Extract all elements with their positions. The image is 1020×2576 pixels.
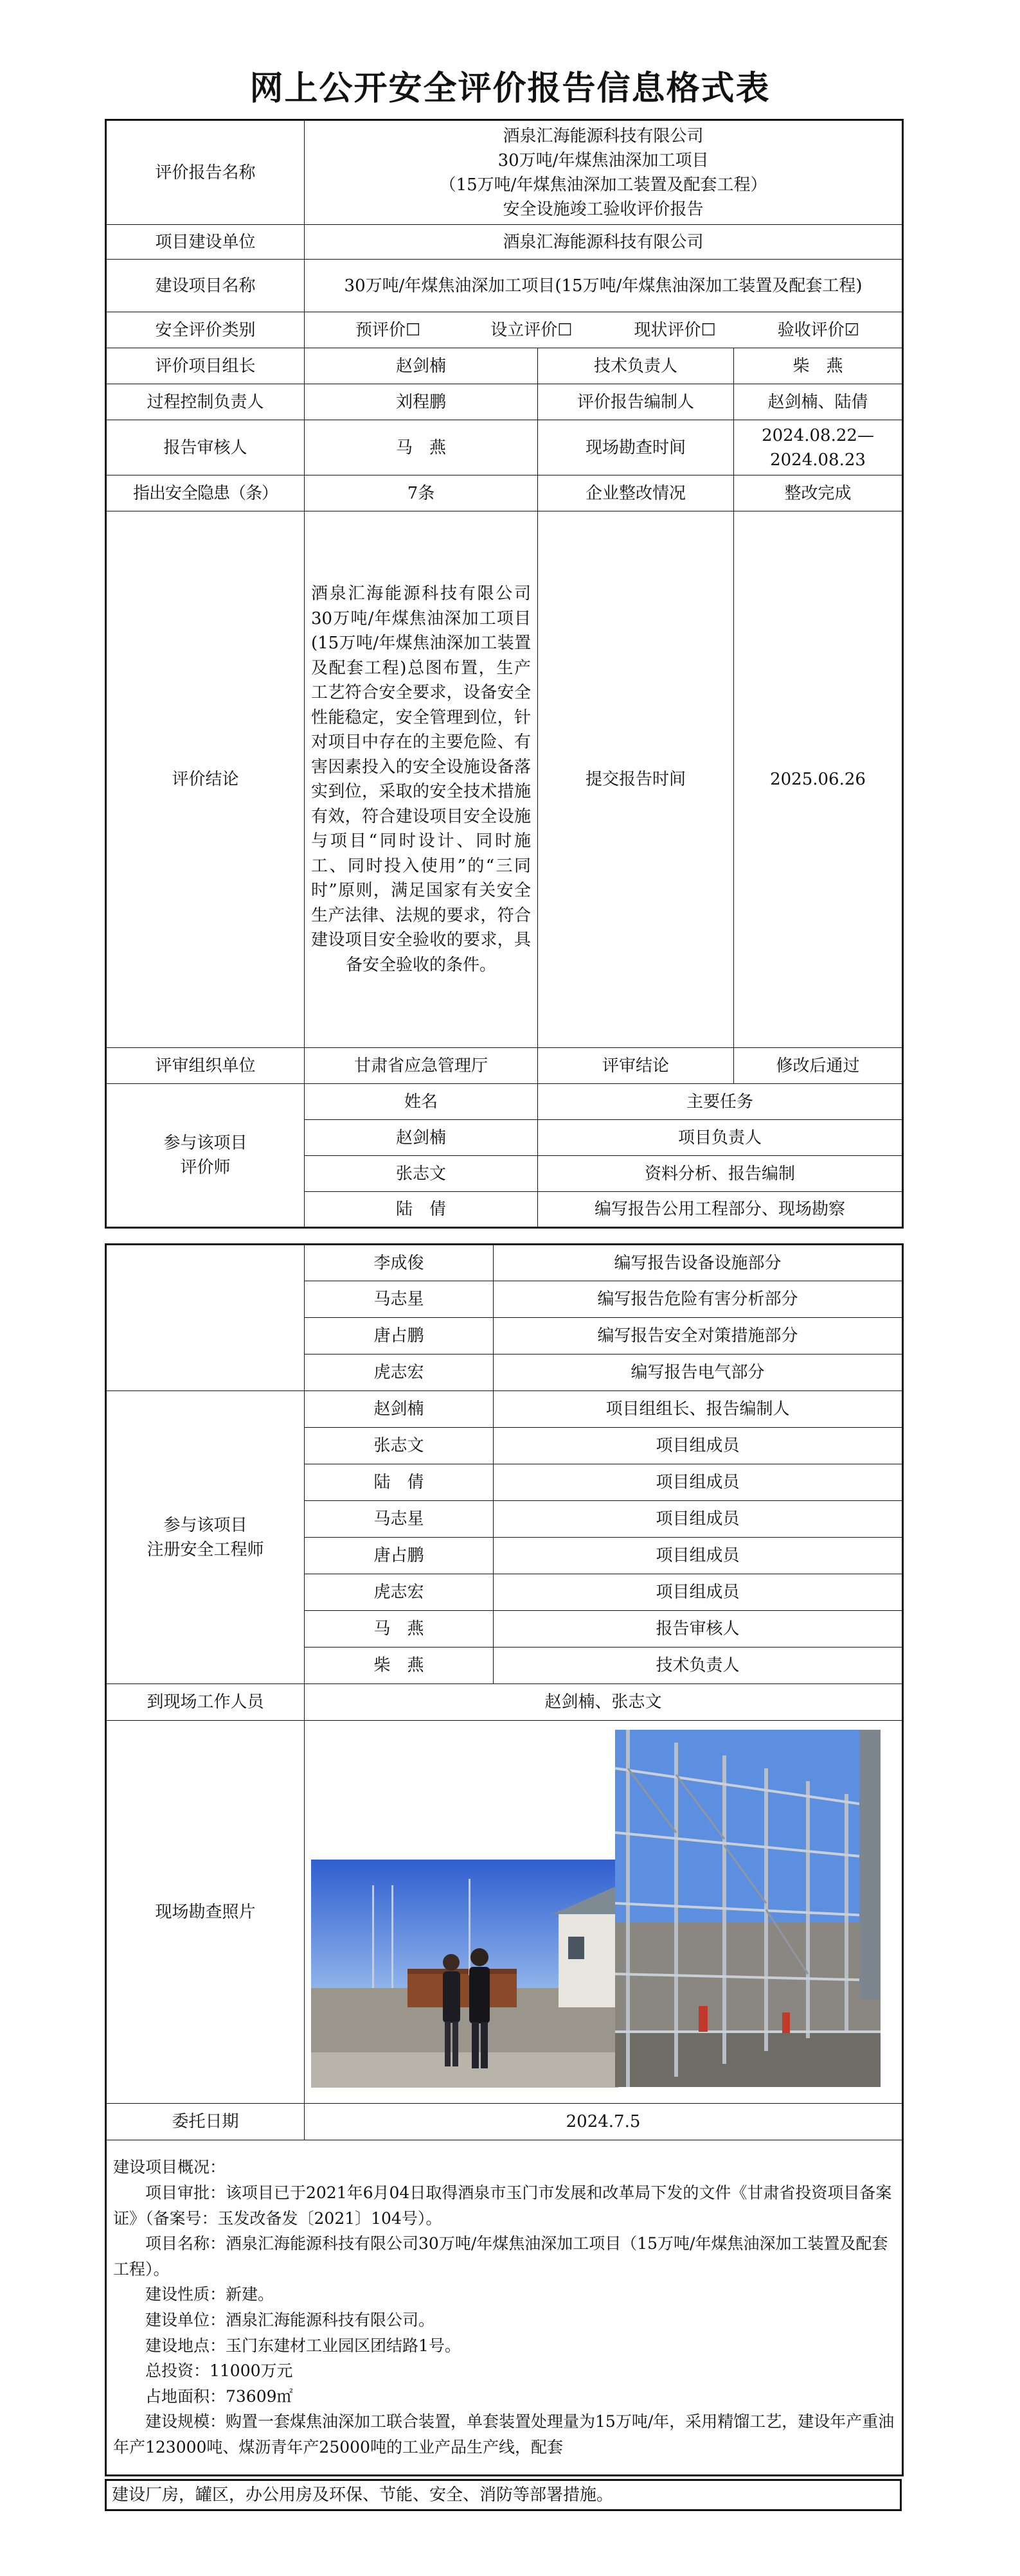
label-builder: 项目建设单位 (106, 225, 305, 260)
writer-value: 赵剑楠、陆倩 (734, 384, 903, 420)
label-reviewer: 报告审核人 (106, 420, 305, 475)
rectify-value: 整改完成 (734, 475, 903, 511)
label-conclusion: 评价结论 (106, 511, 305, 1048)
label-rectify: 企业整改情况 (538, 475, 734, 511)
label-project-name: 建设项目名称 (106, 260, 305, 312)
project-overview (106, 2140, 903, 2476)
evaluator-name: 陆 倩 (305, 1192, 538, 1228)
evaluators-continued (106, 1245, 305, 1391)
process-lead-value: 刘程鹏 (305, 384, 538, 420)
overview-nature: 建设性质：新建。 (145, 2285, 274, 2304)
engineer-name: 张志文 (305, 1428, 494, 1464)
label-engineers: 参与该项目 注册安全工程师 (106, 1391, 305, 1684)
overview-heading: 建设项目概况： (113, 2158, 226, 2177)
review-result-value: 修改后通过 (734, 1048, 903, 1084)
label-review-result: 评审结论 (538, 1048, 734, 1084)
category-setup: 设立评价☐ (490, 320, 573, 340)
overview-name: 项目名称：酒泉汇海能源科技有限公司30万吨/年煤焦油深加工项目（15万吨/年煤焦油深加工装置及配套工程）。 (113, 2234, 888, 2278)
category-status: 现状评价☐ (634, 320, 716, 340)
overview-area: 占地面积：73609㎡ (145, 2386, 293, 2406)
hazards-value: 7条 (305, 475, 538, 511)
engineer-task: 项目组成员 (494, 1464, 903, 1501)
engineer-name: 赵剑楠 (305, 1391, 494, 1428)
photos-cell (305, 1721, 903, 2104)
engineer-task: 报告审核人 (494, 1611, 903, 1648)
submit-time-value: 2025.06.26 (734, 511, 903, 1048)
report-info-table-page1 (105, 119, 904, 1229)
evaluator-task: 编写报告安全对策措施部分 (494, 1318, 903, 1355)
label-hazards: 指出安全隐患（条） (106, 475, 305, 511)
page-title: 网上公开安全评价报告信息格式表 (249, 69, 771, 108)
checkbox-icon: ☐ (701, 320, 716, 340)
label-photos: 现场勘查照片 (106, 1721, 305, 2104)
onsite-value: 赵剑楠、张志文 (305, 1684, 903, 1721)
checkbox-icon: ☐ (405, 320, 421, 340)
engineer-name: 虎志宏 (305, 1574, 494, 1611)
evaluator-name: 张志文 (305, 1156, 538, 1192)
site-photo-steel-structure (615, 1730, 881, 2087)
overview-scale-continued: 建设厂房，罐区，办公用房及环保、节能、安全、消防等部署措施。 (106, 2480, 901, 2510)
overview-approval: 项目审批：该项目已于2021年6月04日取得酒泉市玉门市发展和改革局下发的文件《甘肃省投资项目备案证》（备案号：玉发改备发〔2021〕104号）。 (113, 2183, 892, 2228)
project-name-value: 30万吨/年煤焦油深加工项目(15万吨/年煤焦油深加工装置及配套工程) (305, 260, 903, 312)
survey-time-value: 2024.08.22— 2024.08.23 (734, 420, 903, 475)
label-category: 安全评价类别 (106, 312, 305, 348)
tech-lead-value: 柴 燕 (734, 348, 903, 384)
evaluator-task: 项目负责人 (538, 1120, 903, 1156)
label-submit-time: 提交报告时间 (538, 511, 734, 1048)
review-org-value: 甘肃省应急管理厅 (305, 1048, 538, 1084)
engineer-name: 马志星 (305, 1501, 494, 1538)
label-evaluators: 参与该项目 评价师 (106, 1084, 305, 1228)
evaluator-task: 编写报告设备设施部分 (494, 1245, 903, 1281)
evaluator-task: 资料分析、报告编制 (538, 1156, 903, 1192)
evaluator-name: 李成俊 (305, 1245, 494, 1281)
engineer-name: 柴 燕 (305, 1648, 494, 1684)
checkbox-icon: ☐ (557, 320, 573, 340)
header-name: 姓名 (305, 1084, 538, 1120)
builder-value: 酒泉汇海能源科技有限公司 (305, 225, 903, 260)
category-pre: 预评价☐ (355, 320, 421, 340)
conclusion-value: 酒泉汇海能源科技有限公司30万吨/年煤焦油深加工项目(15万吨/年煤焦油深加工装置及配套工程)总图布置，生产工艺符合安全要求，设备安全性能稳定，安全管理到位，针对项目中存在的主要危险、有害因素投入的安全设施设备落实到位，采取的安全技术措施有效，符合建设项目安全设施与项目“同时设计、同时施工、同时投入使用”的“三同时”原则，满足国家有关安全生产法律、法规的要求，符合建设项目安全验收的要求，具备安全验收的条件。 (305, 511, 538, 1048)
site-photo-people (311, 1860, 618, 2088)
evaluator-task: 编写报告公用工程部分、现场勘察 (538, 1192, 903, 1228)
label-process-lead: 过程控制负责人 (106, 384, 305, 420)
evaluator-task: 编写报告电气部分 (494, 1355, 903, 1391)
label-tech-lead: 技术负责人 (538, 348, 734, 384)
engineer-task: 项目组成员 (494, 1501, 903, 1538)
engineer-task: 项目组成员 (494, 1538, 903, 1574)
overview-investment: 总投资：11000万元 (145, 2361, 293, 2381)
engineer-name: 马 燕 (305, 1611, 494, 1648)
label-survey-time: 现场勘查时间 (538, 420, 734, 475)
engineer-task: 技术负责人 (494, 1648, 903, 1684)
label-entrust: 委托日期 (106, 2104, 305, 2140)
checkbox-checked-icon: ☑ (844, 320, 860, 340)
engineer-name: 唐占鹏 (305, 1538, 494, 1574)
label-writer: 评价报告编制人 (538, 384, 734, 420)
label-report-name: 评价报告名称 (106, 120, 305, 225)
engineer-name: 陆 倩 (305, 1464, 494, 1501)
report-name-value: 酒泉汇海能源科技有限公司 30万吨/年煤焦油深加工项目 （15万吨/年煤焦油深加工装置及配套工程） 安全设施竣工验收评价报告 (305, 120, 903, 225)
evaluator-name: 马志星 (305, 1281, 494, 1318)
category-options (305, 312, 903, 348)
entrust-value: 2024.7.5 (305, 2104, 903, 2140)
header-task: 主要任务 (538, 1084, 903, 1120)
evaluator-name: 唐占鹏 (305, 1318, 494, 1355)
overview-unit: 建设单位：酒泉汇海能源科技有限公司。 (145, 2311, 435, 2329)
engineer-task: 项目组成员 (494, 1428, 903, 1464)
evaluator-name: 虎志宏 (305, 1355, 494, 1391)
overview-scale: 建设规模：购置一套煤焦油深加工联合装置，单套装置处理量为15万吨/年，采用精馏工艺，建设年产重油年产123000吨、煤沥青年产25000吨的工业产品生产线，配套 (113, 2412, 895, 2456)
engineer-task: 项目组组长、报告编制人 (494, 1391, 903, 1428)
evaluator-task: 编写报告危险有害分析部分 (494, 1281, 903, 1318)
overview-location: 建设地点：玉门东建材工业园区团结路1号。 (145, 2336, 461, 2355)
leader-value: 赵剑楠 (305, 348, 538, 384)
evaluator-name: 赵剑楠 (305, 1120, 538, 1156)
label-leader: 评价项目组长 (106, 348, 305, 384)
engineer-task: 项目组成员 (494, 1574, 903, 1611)
label-onsite: 到现场工作人员 (106, 1684, 305, 1721)
report-info-table-page2 (105, 1243, 904, 2476)
label-review-org: 评审组织单位 (106, 1048, 305, 1084)
reviewer-value: 马 燕 (305, 420, 538, 475)
category-acceptance: 验收评价☑ (777, 320, 860, 340)
report-info-table-page3 (105, 2479, 902, 2511)
